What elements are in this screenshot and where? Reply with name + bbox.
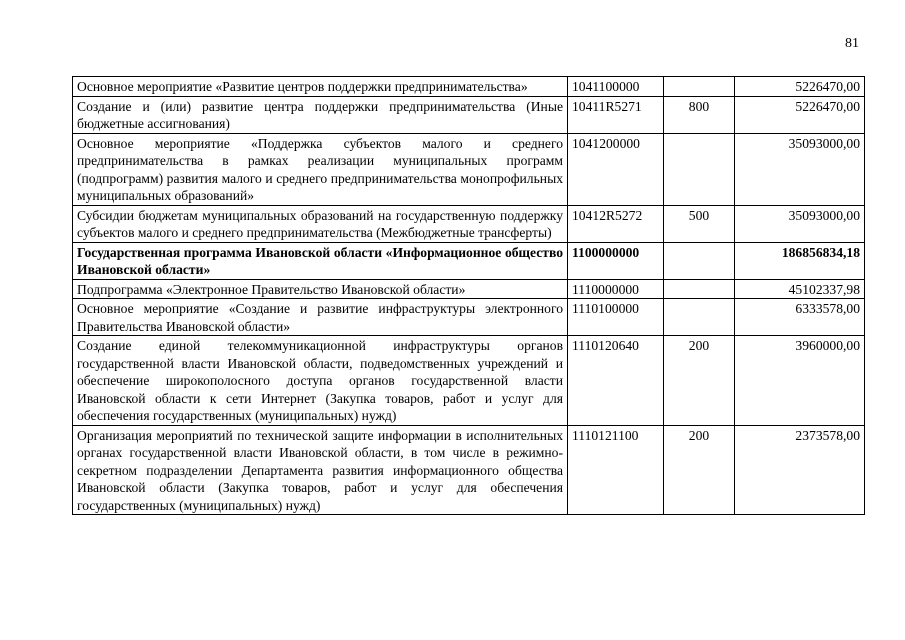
budget-table [72, 76, 865, 515]
expense-name-cell: Основное мероприятие «Поддержка субъектов малого и среднего предпринимательства в рамках реализации муниципальных программ (подпрограмм) развития малого и среднего предпринимательства монопрофильных муниципальных образований» [73, 133, 568, 205]
page-number: 81 [845, 36, 859, 51]
table-row [73, 299, 865, 336]
table-row [73, 205, 865, 242]
expense-type-cell [664, 299, 735, 336]
expense-type-cell: 500 [664, 205, 735, 242]
expense-name-cell: Основное мероприятие «Создание и развитие инфраструктуры электронного Правительства Ивановской области» [73, 299, 568, 336]
amount-cell: 35093000,00 [735, 133, 865, 205]
table-row [73, 133, 865, 205]
table-row [73, 279, 865, 299]
amount-cell: 5226470,00 [735, 96, 865, 133]
amount-cell: 35093000,00 [735, 205, 865, 242]
expense-type-cell [664, 242, 735, 279]
expense-name-cell: Субсидии бюджетам муниципальных образований на государственную поддержку субъектов малого и среднего предпринимательства (Межбюджетные трансферты) [73, 205, 568, 242]
expense-type-cell: 200 [664, 336, 735, 426]
target-code-cell: 1041100000 [568, 77, 664, 97]
table-row [73, 242, 865, 279]
table-row [73, 336, 865, 426]
target-code-cell: 1041200000 [568, 133, 664, 205]
amount-cell: 3960000,00 [735, 336, 865, 426]
target-code-cell: 1110120640 [568, 336, 664, 426]
target-code-cell: 1100000000 [568, 242, 664, 279]
budget-table-body [73, 77, 865, 515]
expense-name-cell: Организация мероприятий по технической защите информации в исполнительных органах государственной власти Ивановской области, в том числе в режимно-секретном подразделении Департамента развития информационного общества Ивановской области (Закупка товаров, работ и услуг для обеспечения государственных (муниципальных) нужд) [73, 425, 568, 515]
expense-type-cell [664, 133, 735, 205]
amount-cell: 2373578,00 [735, 425, 865, 515]
table-row [73, 77, 865, 97]
expense-type-cell: 200 [664, 425, 735, 515]
table-row [73, 425, 865, 515]
target-code-cell: 1110000000 [568, 279, 664, 299]
amount-cell: 186856834,18 [735, 242, 865, 279]
table-row [73, 96, 865, 133]
expense-name-cell: Подпрограмма «Электронное Правительство Ивановской области» [73, 279, 568, 299]
target-code-cell: 10411R5271 [568, 96, 664, 133]
amount-cell: 6333578,00 [735, 299, 865, 336]
target-code-cell: 1110100000 [568, 299, 664, 336]
target-code-cell: 1110121100 [568, 425, 664, 515]
expense-name-cell: Создание и (или) развитие центра поддержки предпринимательства (Иные бюджетные ассигнования) [73, 96, 568, 133]
expense-name-cell: Государственная программа Ивановской области «Информационное общество Ивановской области» [73, 242, 568, 279]
expense-name-cell: Создание единой телекоммуникационной инфраструктуры органов государственной власти Ивановской области, подведомственных учреждений и обеспечение широкополосного доступа органов государственной власти Ивановской области к сети Интернет (Закупка товаров, работ и услуг для обеспечения государственных (муниципальных) нужд) [73, 336, 568, 426]
expense-type-cell [664, 279, 735, 299]
expense-type-cell: 800 [664, 96, 735, 133]
expense-type-cell [664, 77, 735, 97]
target-code-cell: 10412R5272 [568, 205, 664, 242]
expense-name-cell: Основное мероприятие «Развитие центров поддержки предпринимательства» [73, 77, 568, 97]
amount-cell: 45102337,98 [735, 279, 865, 299]
amount-cell: 5226470,00 [735, 77, 865, 97]
